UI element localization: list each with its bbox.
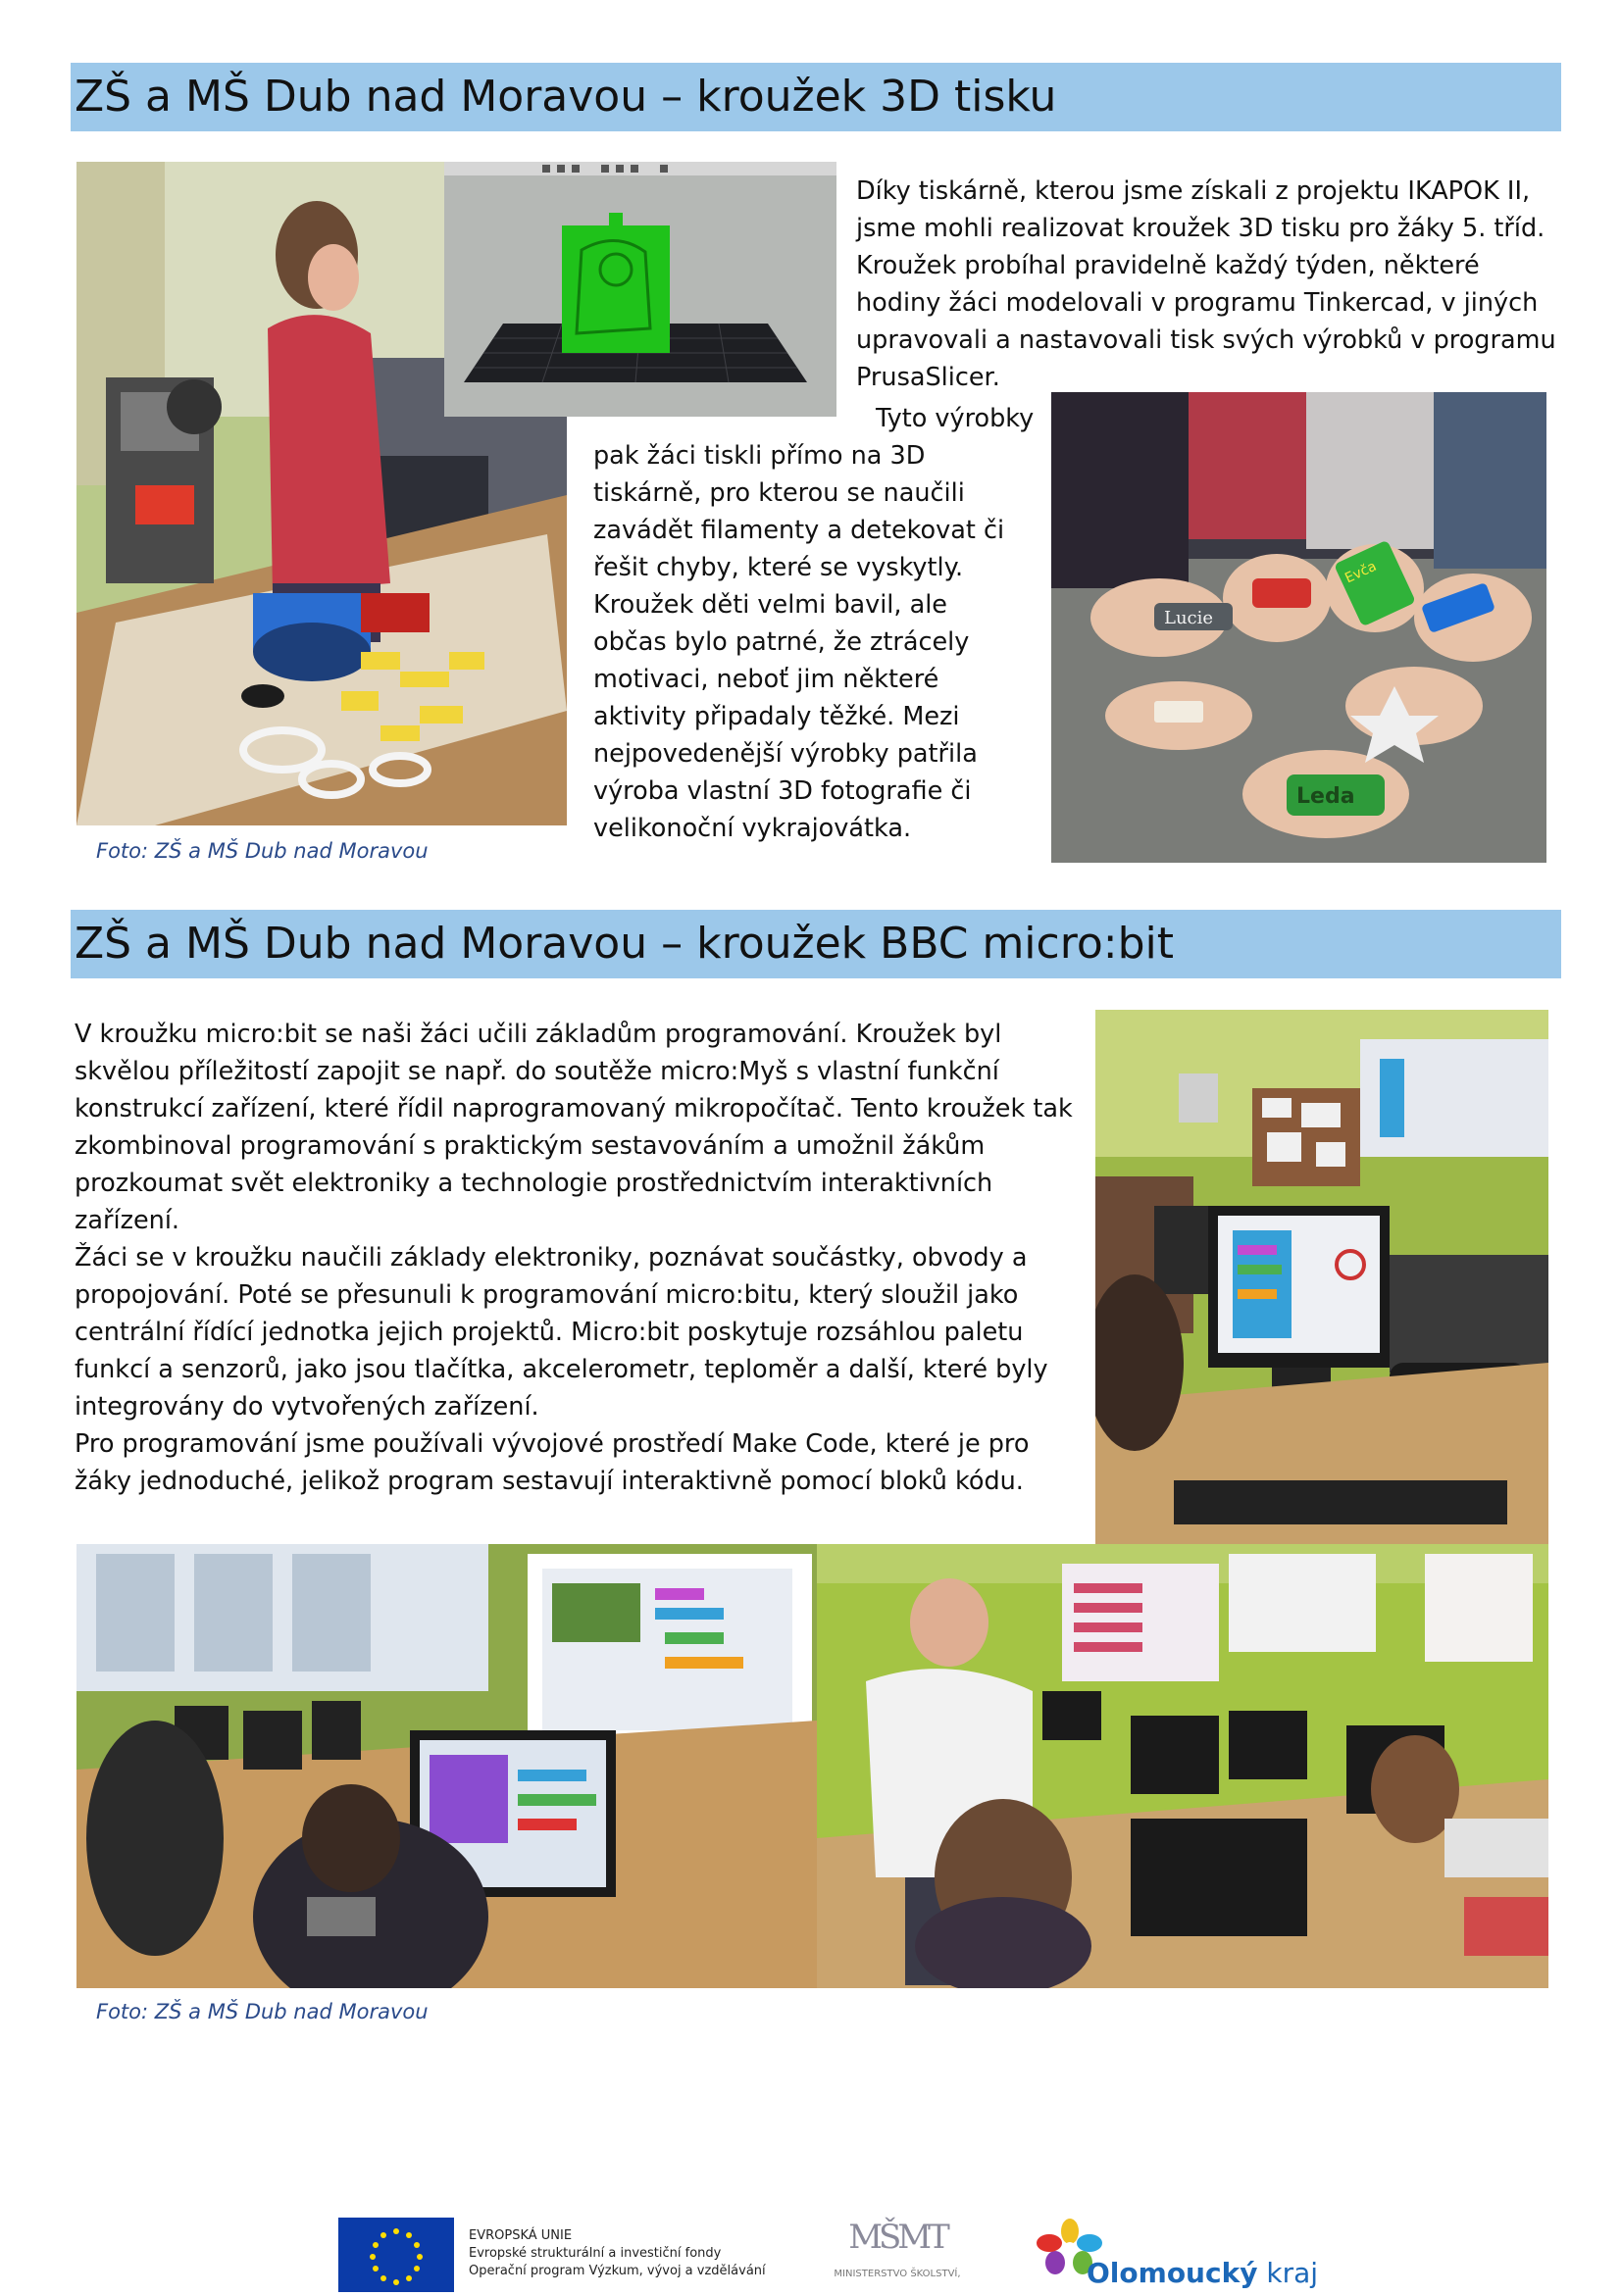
photo-classroom-monitors: [1095, 1010, 1548, 1544]
section1-title: ZŠ a MŠ Dub nad Moravou – kroužek 3D tisku: [75, 72, 1057, 122]
photo-classroom-whiteboard: [76, 1544, 817, 1988]
eu-title: EVROPSKÁ UNIE: [469, 2228, 573, 2243]
keychain-label-evca: Evča: [1342, 558, 1380, 587]
section2-text: [75, 1016, 1075, 1500]
eu-logo: [338, 2218, 454, 2292]
keychain-label-leda: Leda: [1296, 784, 1355, 809]
eu-line-1: Evropské strukturální a investiční fondy: [469, 2246, 722, 2261]
section2-paragraph-3: Pro programování jsme používali vývojové prostředí Make Code, které je pro žáky jednoduché, jelikož program sestavují interaktivně pomocí bloků kódu.: [75, 1429, 1030, 1496]
section1-top-text: [856, 173, 1562, 396]
kraj-name-rest: kraj: [1257, 2257, 1319, 2289]
section1-photo-caption: Foto: ZŠ a MŠ Dub nad Moravou: [96, 839, 429, 863]
section1-line: motivaci, neboť jim některé: [593, 665, 939, 694]
section1-line: tiskárně, pro kterou se naučili: [593, 478, 965, 508]
section1-line: výroba vlastní 3D fotografie či: [593, 776, 972, 806]
photo-keychains-hands: [1051, 392, 1546, 863]
section1-line: občas bylo patrné, že ztrácely: [593, 627, 970, 657]
section1-line: řešit chyby, které se vyskytly.: [593, 553, 964, 582]
section2-title: ZŠ a MŠ Dub nad Moravou – kroužek BBC micro:bit: [75, 919, 1174, 969]
section1-intro-paragraph: Díky tiskárně, kterou jsme získali z projektu IKAPOK II, jsme mohli realizovat kroužek 3D tisku pro žáky 5. tříd. Kroužek probíhal pravidelně každý týden, některé hodiny žáci modelovali v programu Tinkercad, v jiných upravovali a nastavovali tisk svých výrobků v programu PrusaSlicer.: [856, 176, 1556, 392]
section2-heading: [71, 910, 1561, 978]
photo-prusaslicer-screen: [444, 162, 836, 417]
section1-line: nejpovedenější výrobky patřila: [593, 739, 978, 769]
section1-heading: [71, 63, 1561, 131]
section1-line: aktivity připadaly těžké. Mezi: [593, 702, 960, 731]
msmt-mark: MŠMT: [848, 2218, 946, 2257]
eu-line-2: Operační program Výzkum, vývoj a vzdělávání: [469, 2264, 766, 2278]
section1-line: pak žáci tiskli přímo na 3D: [593, 441, 926, 471]
section1-line: Kroužek děti velmi bavil, ale: [593, 590, 947, 620]
keychain-label-lucie: Lucie: [1164, 608, 1214, 628]
photo-teacher-classroom: [817, 1544, 1548, 1988]
kraj-name-bold: Olomoucký: [1087, 2257, 1258, 2289]
olomoucky-kraj-logo: [1036, 2218, 1319, 2292]
eu-stars-icon: [338, 2218, 454, 2292]
section1-wrapped-text: [593, 400, 1054, 847]
section2-paragraph-1: V kroužku micro:bit se naši žáci učili základům programování. Kroužek byl skvělou příležitostí zapojit se např. do soutěže micro:Myš s vlastní funkční konstrukcí zařízení, které řídil naprogramovaný mikropočítač. Tento kroužek tak zkombinoval programování s praktickým sestavováním a umožnil žákům prozkoumat svět elektroniky a technologie prostřednictvím interaktivních zařízení.: [75, 1020, 1073, 1235]
section2-paragraph-2: Žáci se v kroužku naučili základy elektroniky, poznávat součástky, obvody a propojování. Poté se přesunuli k programování micro:bitu, který sloužil jako centrální řídící jednotka jejich projektů. Micro:bit poskytuje rozsáhlou paletu funkcí a senzorů, jako jsou tlačítka, akcelerometr, teploměr a další, které byly integrovány do vytvořených zařízení.: [75, 1243, 1048, 1422]
msmt-logo: [834, 2218, 961, 2292]
section1-line: Tyto výrobky: [876, 404, 1035, 433]
section1-line: zavádět filamenty a detekovat či: [593, 516, 1005, 545]
section2-photo-caption: Foto: ZŠ a MŠ Dub nad Moravou: [96, 2000, 429, 2023]
msmt-text: MINISTERSTVO ŠKOLSTVÍ,: [834, 2269, 961, 2279]
section1-line: velikonoční vykrajovátka.: [593, 814, 912, 843]
eu-text-block: [469, 2227, 766, 2280]
